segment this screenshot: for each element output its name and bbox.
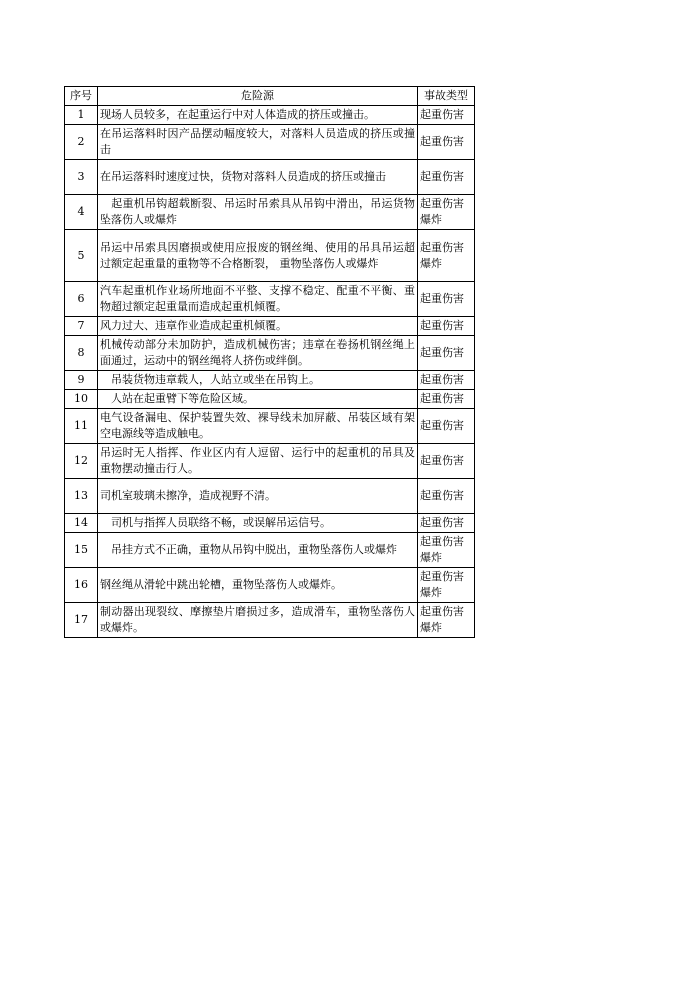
row-number: 8 xyxy=(65,336,98,371)
hazard-source-cell: 制动器出现裂纹、摩擦垫片磨损过多，造成滑车，重物坠落伤人或爆炸。 xyxy=(98,603,418,638)
table-body xyxy=(65,106,475,638)
table-row xyxy=(65,317,475,336)
table-row xyxy=(65,603,475,638)
header-no: 序号 xyxy=(65,87,98,106)
row-number: 5 xyxy=(65,230,98,282)
table-row xyxy=(65,568,475,603)
hazard-source-cell: 在吊运落料时因产品摆动幅度较大，对落料人员造成的挤压或撞击 xyxy=(98,125,418,160)
hazard-source-cell: 人站在起重臂下等危险区域。 xyxy=(98,390,418,409)
hazard-source-cell: 钢丝绳从滑轮中跳出轮槽，重物坠落伤人或爆炸。 xyxy=(98,568,418,603)
accident-type-cell: 起重伤害爆炸 xyxy=(418,230,475,282)
hazard-source-cell: 司机与指挥人员联络不畅，或误解吊运信号。 xyxy=(98,514,418,533)
hazard-source-cell: 现场人员较多，在起重运行中对人体造成的挤压或撞击。 xyxy=(98,106,418,125)
row-number: 3 xyxy=(65,160,98,195)
row-number: 16 xyxy=(65,568,98,603)
table-row xyxy=(65,371,475,390)
accident-type-cell: 起重伤害 xyxy=(418,444,475,479)
row-number: 9 xyxy=(65,371,98,390)
row-number: 14 xyxy=(65,514,98,533)
table-row xyxy=(65,106,475,125)
accident-type-cell: 起重伤害 xyxy=(418,409,475,444)
header-type: 事故类型 xyxy=(418,87,475,106)
hazard-source-cell: 司机室玻璃未擦净，造成视野不清。 xyxy=(98,479,418,514)
hazard-source-cell: 吊挂方式不正确，重物从吊钩中脱出，重物坠落伤人或爆炸 xyxy=(98,533,418,568)
hazard-source-cell: 机械传动部分未加防护，造成机械伤害；违章在卷扬机钢丝绳上面通过，运动中的钢丝绳将人挤伤或绊倒。 xyxy=(98,336,418,371)
header-row xyxy=(65,87,475,106)
accident-type-cell: 起重伤害 xyxy=(418,514,475,533)
row-number: 11 xyxy=(65,409,98,444)
accident-type-cell: 起重伤害 xyxy=(418,479,475,514)
table-row xyxy=(65,230,475,282)
table-row xyxy=(65,533,475,568)
accident-type-cell: 起重伤害 xyxy=(418,336,475,371)
hazard-source-cell: 风力过大、违章作业造成起重机倾覆。 xyxy=(98,317,418,336)
row-number: 12 xyxy=(65,444,98,479)
table-row xyxy=(65,282,475,317)
table-row xyxy=(65,125,475,160)
row-number: 6 xyxy=(65,282,98,317)
table-row xyxy=(65,195,475,230)
accident-type-cell: 起重伤害 xyxy=(418,390,475,409)
table-row xyxy=(65,514,475,533)
table-row xyxy=(65,444,475,479)
hazard-source-cell: 电气设备漏电、保护装置失效、裸导线未加屏蔽、吊装区域有架空电源线等造成触电。 xyxy=(98,409,418,444)
accident-type-cell: 起重伤害 xyxy=(418,106,475,125)
row-number: 17 xyxy=(65,603,98,638)
row-number: 13 xyxy=(65,479,98,514)
table-row xyxy=(65,160,475,195)
hazard-source-cell: 在吊运落料时速度过快，货物对落料人员造成的挤压或撞击 xyxy=(98,160,418,195)
accident-type-cell: 起重伤害爆炸 xyxy=(418,603,475,638)
table-row xyxy=(65,409,475,444)
row-number: 1 xyxy=(65,106,98,125)
hazard-source-cell: 汽车起重机作业场所地面不平整、支撑不稳定、配重不平衡、重物超过额定起重量而造成起重机倾覆。 xyxy=(98,282,418,317)
row-number: 7 xyxy=(65,317,98,336)
table-row xyxy=(65,479,475,514)
accident-type-cell: 起重伤害爆炸 xyxy=(418,533,475,568)
accident-type-cell: 起重伤害爆炸 xyxy=(418,568,475,603)
table-header xyxy=(65,87,475,106)
header-source: 危险源 xyxy=(98,87,418,106)
table-row xyxy=(65,336,475,371)
row-number: 10 xyxy=(65,390,98,409)
row-number: 15 xyxy=(65,533,98,568)
accident-type-cell: 起重伤害 xyxy=(418,160,475,195)
hazard-source-cell: 吊装货物违章载人，人站立或坐在吊钩上。 xyxy=(98,371,418,390)
accident-type-cell: 起重伤害 xyxy=(418,282,475,317)
hazard-table xyxy=(64,86,475,638)
accident-type-cell: 起重伤害爆炸 xyxy=(418,195,475,230)
row-number: 4 xyxy=(65,195,98,230)
hazard-source-cell: 吊运时无人指挥、作业区内有人逗留、运行中的起重机的吊具及重物摆动撞击行人。 xyxy=(98,444,418,479)
accident-type-cell: 起重伤害 xyxy=(418,317,475,336)
hazard-source-cell: 起重机吊钩超载断裂、吊运时吊索具从吊钩中滑出，吊运货物坠落伤人或爆炸 xyxy=(98,195,418,230)
hazard-source-cell: 吊运中吊索具因磨损或使用应报废的钢丝绳、使用的吊具吊运超过额定起重量的重物等不合格断裂， 重物坠落伤人或爆炸 xyxy=(98,230,418,282)
accident-type-cell: 起重伤害 xyxy=(418,371,475,390)
row-number: 2 xyxy=(65,125,98,160)
accident-type-cell: 起重伤害 xyxy=(418,125,475,160)
table-row xyxy=(65,390,475,409)
